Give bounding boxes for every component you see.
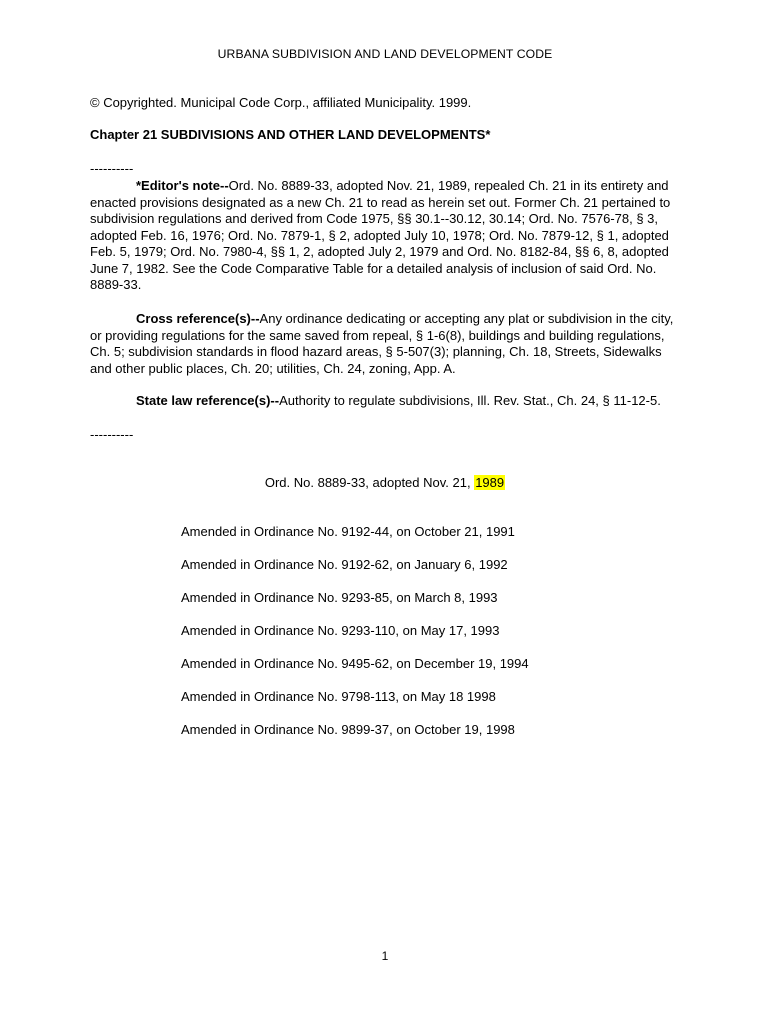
- editors-note-text: Ord. No. 8889-33, adopted Nov. 21, 1989, repealed Ch. 21 in its entirety and enacted provisions designated as a new Ch. 21 to read as herein set out. Former Ch. 21 pertained to subdivision regulations and derived from Code 1975, §§ 30.1--30.12, 30.14; Ord. No. 7576-78, § 3, adopted Feb. 16, 1976; Ord. No. 7879-1, § 2, adopted July 10, 1978; Ord. No. 7879-12, § 1, adopted Feb. 5, 1979; Ord. No. 7980-4, §§ 1, 2, adopted July 2, 1979 and Ord. No. 8182-84, §§ 6, 8, adopted June 7, 1982. See the Code Comparative Table for a detailed analysis of inclusion of said Ord. No. 8889-33.: [90, 178, 671, 292]
- separator-bottom: ----------: [90, 427, 134, 442]
- state-law-reference-text: Authority to regulate subdivisions, Ill. Rev. Stat., Ch. 24, § 11-12-5.: [279, 393, 661, 408]
- amendment-item: Amended in Ordinance No. 9293-85, on March 8, 1993: [181, 590, 498, 605]
- separator-top: ----------: [90, 161, 134, 176]
- chapter-title: Chapter 21 SUBDIVISIONS AND OTHER LAND DEVELOPMENTS*: [90, 127, 491, 142]
- state-law-reference: [90, 393, 680, 410]
- state-law-reference-label: State law reference(s)--: [136, 393, 280, 408]
- page-number: 1: [381, 949, 389, 963]
- amendment-item: Amended in Ordinance No. 9293-110, on May 17, 1993: [181, 623, 500, 638]
- amendment-item: Amended in Ordinance No. 9192-62, on January 6, 1992: [181, 557, 508, 572]
- amendment-item: Amended in Ordinance No. 9899-37, on October 19, 1998: [181, 722, 515, 737]
- amendment-item: Amended in Ordinance No. 9192-44, on October 21, 1991: [181, 524, 515, 539]
- amendment-item: Amended in Ordinance No. 9798-113, on May 18 1998: [181, 689, 496, 704]
- ordinance-adoption-line: [0, 475, 770, 492]
- cross-reference: [90, 311, 680, 377]
- amendment-item: Amended in Ordinance No. 9495-62, on December 19, 1994: [181, 656, 529, 671]
- running-header: URBANA SUBDIVISION AND LAND DEVELOPMENT CODE: [217, 47, 553, 61]
- editors-note-label: *Editor's note--: [136, 178, 229, 193]
- editors-note: [90, 178, 680, 294]
- ordinance-prefix: Ord. No. 8889-33, adopted Nov. 21,: [264, 475, 475, 490]
- ordinance-year-highlight: 1989: [475, 475, 505, 490]
- cross-reference-label: Cross reference(s)--: [136, 311, 260, 326]
- cross-reference-text: Any ordinance dedicating or accepting any plat or subdivision in the city, or providing regulations for the same saved from repeal, § 1-6(8), buildings and building regulations, Ch. 5; subdivision standards in flood hazard areas, § 5-507(3); planning, Ch. 18, Streets, Sidewalks and other public places, Ch. 20; utilities, Ch. 24, zoning, App. A.: [90, 311, 674, 376]
- copyright-notice: © Copyrighted. Municipal Code Corp., affiliated Municipality. 1999.: [90, 95, 472, 110]
- amendments-list: [181, 524, 529, 755]
